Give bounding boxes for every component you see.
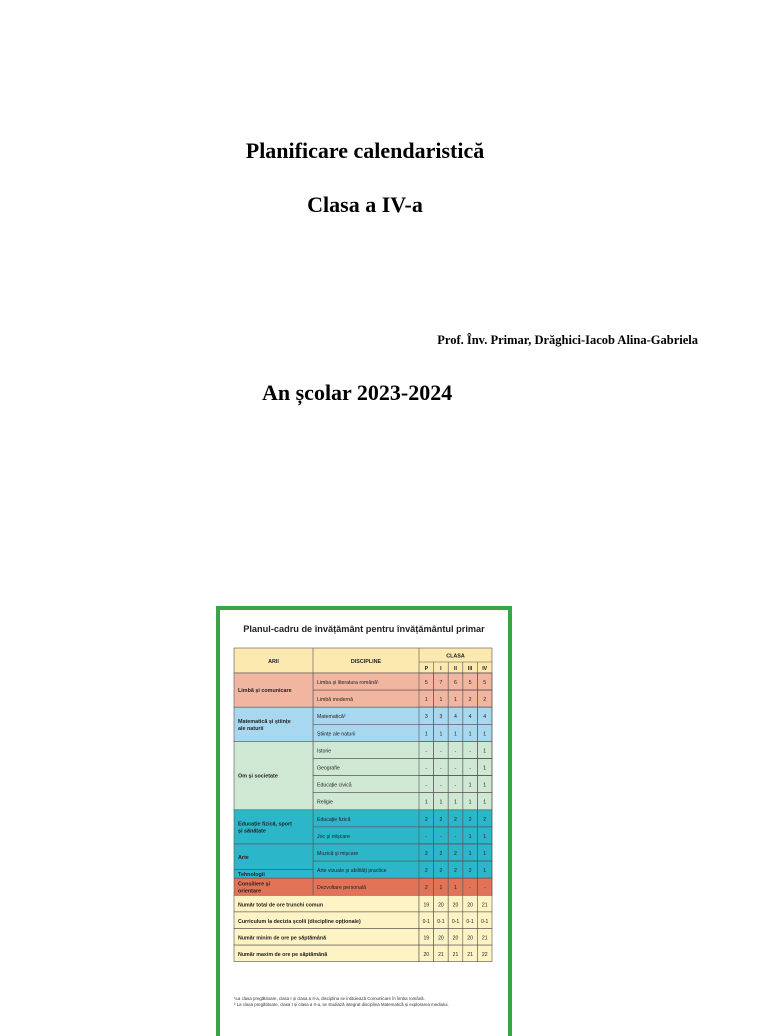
hours-value: 2	[439, 816, 443, 823]
hours-value: 1	[454, 697, 457, 704]
hours-value: -	[469, 885, 471, 892]
hours-value: 1	[424, 731, 428, 738]
discipline-name: Religie	[317, 799, 333, 806]
hours-value: 2	[468, 697, 472, 704]
hours-value: 1	[424, 697, 428, 704]
header-clasa: CLASA	[446, 653, 465, 660]
hours-value: 2	[439, 851, 443, 857]
totals-value: 20	[452, 935, 459, 942]
hours-value: -	[454, 833, 457, 840]
hours-value: 6	[454, 680, 457, 686]
discipline-name: Științe ale naturii	[317, 731, 356, 738]
class-label: II	[454, 666, 457, 672]
area-name: ale naturii	[238, 725, 264, 732]
hours-value: -	[425, 765, 428, 772]
hours-value: 2	[468, 816, 472, 823]
totals-value: 20	[467, 935, 473, 942]
discipline-name: Arte vizuale și abilități practice	[317, 868, 387, 875]
discipline-name: Matematică²	[317, 714, 346, 721]
area-name: Consiliere și	[238, 881, 271, 888]
totals-value: 20	[423, 952, 430, 959]
area-name: și sănătate	[238, 828, 266, 835]
hours-value: -	[425, 748, 428, 755]
document-title: Planificare calendaristică	[245, 138, 485, 163]
totals-value: 0-1	[466, 918, 474, 925]
hours-value: 1	[454, 731, 457, 738]
hours-value: 1	[483, 833, 487, 840]
hours-value: -	[440, 833, 442, 840]
hours-value: 3	[439, 714, 443, 721]
discipline-name: Dezvoltare personală	[317, 885, 367, 892]
discipline-name: Geografie	[317, 765, 340, 772]
area-name: Arte	[238, 854, 249, 861]
totals-value: 20	[467, 902, 473, 909]
area-name: Limbă și comunicare	[238, 688, 292, 695]
hours-value: 2	[468, 868, 472, 875]
school-year: An școlar 2023-2024	[262, 380, 453, 405]
totals-value: 21	[452, 952, 459, 959]
totals-value: 22	[481, 952, 488, 959]
hours-value: -	[454, 748, 457, 755]
hours-value: 2	[424, 816, 428, 823]
totals-value: 20	[438, 935, 444, 942]
totals-value: 21	[467, 952, 473, 959]
hours-value: 2	[424, 851, 428, 857]
totals-label: Număr minim de ore pe săptămână	[238, 935, 327, 942]
hours-value: 1	[483, 868, 487, 875]
class-label: IV	[482, 666, 488, 672]
hours-value: 4	[468, 714, 472, 721]
hours-value: 1	[454, 885, 457, 892]
hours-value: 1	[439, 697, 443, 704]
area-name: Matematică și științe	[238, 718, 291, 725]
hours-value: -	[425, 833, 428, 840]
hours-value: -	[454, 765, 457, 772]
header-discipline: DISCIPLINE	[350, 659, 382, 665]
totals-value: 21	[438, 952, 444, 959]
hours-value: 1	[439, 731, 443, 738]
hours-value: 2	[454, 816, 457, 823]
totals-label: Număr maxim de ore pe săptămână	[238, 952, 328, 959]
hours-value: 2	[454, 868, 457, 875]
discipline-name: Educație fizică	[317, 816, 351, 823]
hours-value: -	[483, 885, 486, 892]
hours-value: 1	[468, 731, 472, 738]
area-name: Tehnologii	[238, 871, 265, 878]
hours-value: 2	[424, 868, 428, 875]
hours-value: 1	[468, 851, 472, 857]
curriculum-plan-image	[216, 606, 512, 1036]
hours-value: 5	[468, 680, 472, 686]
hours-value: 5	[424, 680, 428, 686]
totals-value: 19	[423, 935, 430, 942]
totals-value: 0-1	[437, 918, 445, 925]
hours-value: 1	[483, 765, 487, 772]
totals-value: 19	[423, 902, 430, 909]
hours-value: 1	[439, 799, 443, 806]
area-name: Educație fizică, sport	[238, 821, 292, 828]
hours-value: 1	[483, 731, 487, 738]
discipline-name: Muzică și mișcare	[317, 851, 359, 857]
area-name: orientare	[238, 888, 262, 895]
totals-value: 20	[452, 902, 459, 909]
header-arii: ARII	[268, 659, 279, 665]
hours-value: 1	[468, 782, 472, 789]
totals-value: 21	[481, 935, 488, 942]
hours-value: 4	[483, 714, 487, 721]
totals-value: 20	[438, 902, 444, 909]
totals-value: 0-1	[451, 918, 460, 925]
plan-title: Planul-cadru de învățământ pentru învățământul primar	[243, 624, 485, 634]
totals-label: Curriculum la decizia școlii (discipline opționale)	[238, 918, 361, 925]
discipline-name: Educație civică	[317, 782, 352, 789]
discipline-name: Limbă modernă	[317, 697, 354, 704]
hours-value: 1	[439, 885, 443, 892]
discipline-name: Joc și mișcare	[317, 833, 350, 840]
hours-value: 2	[483, 697, 487, 704]
totals-label: Număr total de ore trunchi comun	[238, 902, 324, 909]
hours-value: 1	[483, 748, 487, 755]
hours-value: -	[440, 748, 442, 755]
hours-value: 1	[483, 799, 487, 806]
discipline-name: Limba și literatura română¹	[317, 680, 379, 686]
discipline-row	[313, 759, 492, 776]
hours-value: -	[425, 782, 428, 789]
hours-value: 1	[483, 782, 487, 789]
discipline-name: Istorie	[317, 748, 332, 755]
hours-value: -	[469, 748, 471, 755]
hours-value: 1	[483, 851, 487, 857]
class-label: I	[440, 666, 442, 672]
hours-value: 1	[424, 799, 428, 806]
hours-value: 2	[483, 816, 487, 823]
totals-value: 21	[481, 902, 488, 909]
class-label: P	[424, 666, 429, 672]
hours-value: 1	[454, 799, 457, 806]
discipline-row	[313, 741, 492, 758]
hours-value: 3	[424, 714, 428, 721]
author-line: Prof. Înv. Primar, Drăghici-Iacob Alina-Gabriela	[437, 333, 698, 347]
hours-value: 5	[483, 680, 487, 686]
totals-value: 0-1	[422, 918, 430, 925]
footnote-1: ¹La clasa pregătitoare, clasa I și clasa a II-a, disciplina se intitulează Comunicare în limba română.	[234, 996, 425, 1001]
hours-value: -	[469, 765, 471, 772]
document-subtitle: Clasa a IV-a	[307, 192, 423, 217]
hours-value: 7	[439, 680, 443, 686]
hours-value: 1	[468, 833, 472, 840]
hours-value: 1	[468, 799, 472, 806]
hours-value: 4	[454, 714, 457, 721]
totals-value: 0-1	[481, 918, 489, 925]
class-label: III	[467, 666, 473, 672]
discipline-row	[313, 793, 492, 810]
hours-value: 2	[454, 851, 457, 857]
hours-value: 2	[439, 868, 443, 875]
hours-value: -	[440, 765, 442, 772]
curriculum-table	[220, 610, 508, 1036]
footnote-2: ² La clasa pregătitoare, clasa I și clasa a II-a, se studiază integrat disciplina Matematică și explorarea mediului.	[234, 1002, 449, 1007]
hours-value: -	[454, 782, 457, 789]
hours-value: -	[440, 782, 442, 789]
area-name: Om și societate	[238, 773, 278, 780]
hours-value: 2	[424, 885, 428, 892]
